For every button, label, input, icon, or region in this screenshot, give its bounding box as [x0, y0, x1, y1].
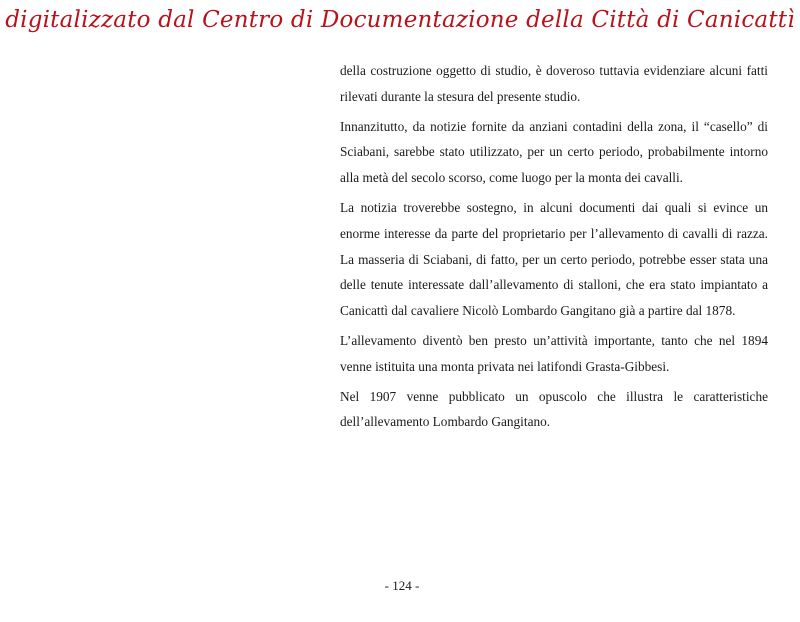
page-body-text [340, 58, 768, 439]
page-number: - 124 - [384, 578, 420, 593]
paragraph: della costruzione oggetto di studio, è doveroso tuttavia evidenziare alcuni fatti rilevati durante la stesura del presente studio. [340, 63, 768, 104]
paragraph: Nel 1907 venne pubblicato un opuscolo che illustra le caratteristiche dell’allevamento Lombardo Gangitano. [340, 388, 768, 430]
paragraph: L’allevamento diventò ben presto un’attività importante, tanto che nel 1894 venne istituita una monta privata nei latifondi Grasta-Gibbesi. [340, 332, 768, 374]
digitization-watermark: digitalizzato dal Centro di Documentazione della Città di Canicattì [5, 7, 795, 33]
paragraph: La notizia troverebbe sostegno, in alcuni documenti dai quali si evince un enorme interesse da parte del proprietario per l’allevamento di cavalli di razza. La masseria di Sciabani, di fatto, per un certo periodo, potrebbe esser stata una delle tenute interessate dall’allevamento di stalloni, che era stato impiantato a Canicattì dal cavaliere Nicolò Lombardo Gangitano già a partire dal 1878. [340, 199, 768, 319]
paragraph: Innanzitutto, da notizie fornite da anziani contadini della zona, il “casello” di Sciabani, sarebbe stato utilizzato, per un certo periodo, probabilmente intorno alla metà del secolo scorso, come luogo per la monta dei cavalli. [340, 118, 768, 186]
